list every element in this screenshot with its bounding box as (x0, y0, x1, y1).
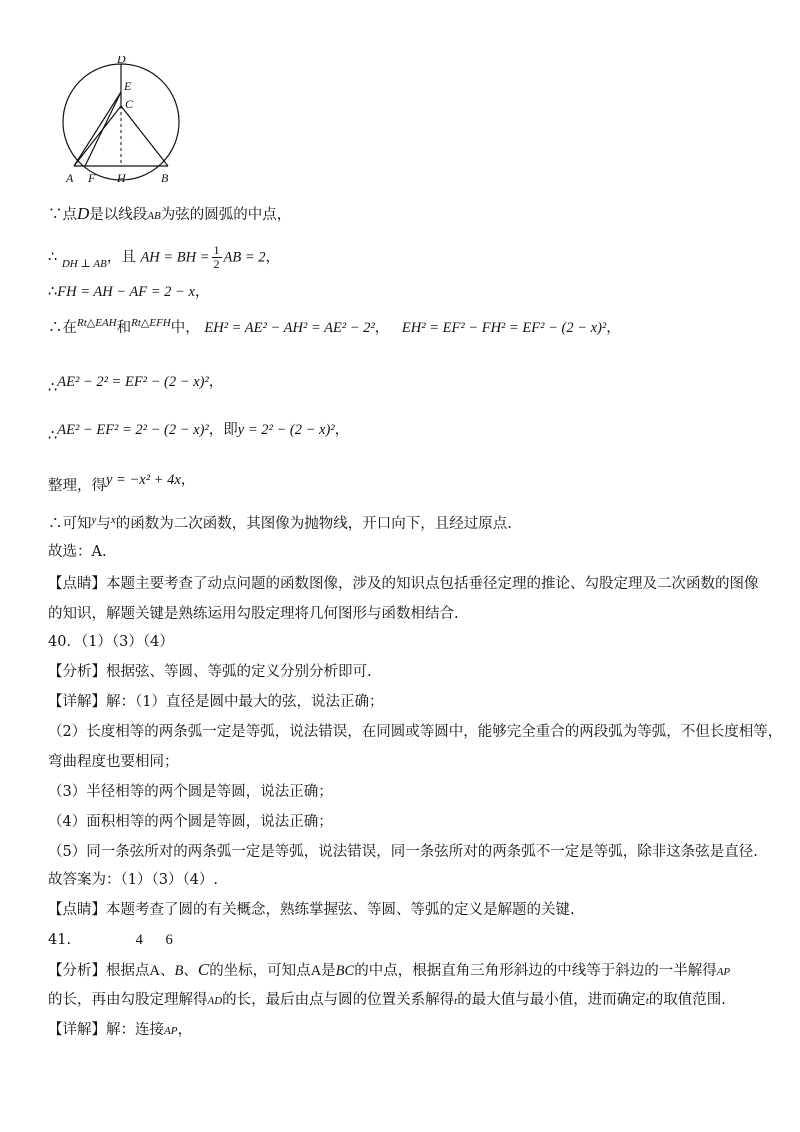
line-21: 【点睛】本题考查了圆的有关概念，熟练掌握弦、等圆、等弧的定义是解题的关键. (48, 902, 575, 918)
math: y = 2² − (2 − x)² (237, 422, 335, 438)
text: 【分析】根据点 (48, 963, 150, 979)
segment-ae (74, 92, 121, 166)
text: 的函数为二次函数，其图像为抛物线，开口向下，且经过原点. (115, 516, 512, 532)
text: ， (606, 320, 621, 336)
line-10: 【点睛】本题主要考查了动点问题的函数图像，涉及的知识点包括垂径定理的推论、勾股定理及二次函数的图像 (48, 576, 759, 592)
line-15: （2）长度相等的两条弧一定是等弧，说法错误，在同圆或等圆中，能够完全重合的两段弧为等弧，不但长度相等， (48, 724, 783, 740)
text: 整理，得 (48, 478, 106, 494)
line-23 (48, 960, 760, 982)
text: ∴ (48, 284, 58, 300)
line-6 (48, 420, 760, 444)
text: ， (208, 374, 224, 390)
line-2 (48, 244, 760, 271)
text: 是 (321, 963, 336, 979)
label-b: B (161, 171, 169, 185)
line-25 (48, 1020, 760, 1041)
text: ， (374, 320, 390, 336)
line-7 (48, 470, 760, 494)
math: EH² = EF² − FH² = EF² − (2 − x)² (401, 320, 607, 336)
text: 的取值范围. (648, 992, 726, 1008)
line-11: 的知识，解题关键是熟练运用勾股定理将几何图形与函数相结合. (48, 606, 459, 622)
text: ∴在 (48, 320, 77, 336)
line-22 (48, 930, 760, 950)
math: AE² − EF² = 2² − (2 − x)² (57, 422, 209, 438)
text: ∴ (48, 428, 58, 444)
text: ∴ (48, 249, 58, 266)
text: 的长，最后由点与圆的位置关系解得 (222, 992, 455, 1008)
label-c: C (125, 97, 134, 111)
text: ， (194, 284, 210, 300)
text: 的中点，根据直角三角形斜边的中线等于斜边的一半解得 (354, 963, 717, 979)
math: B (174, 963, 184, 979)
math: FH = AH − AF = 2 − x (57, 284, 195, 300)
math: y (91, 514, 97, 526)
text: 是以线段 (89, 207, 148, 223)
math: A (149, 963, 160, 979)
line-17: （3）半径相等的两个圆是等圆，说法正确； (48, 784, 333, 800)
line-9: 故选：A. (48, 544, 107, 560)
math: AE² − 2² = EF² − (2 − x)² (57, 374, 209, 390)
math: x (110, 514, 116, 526)
segment-ac (74, 106, 121, 166)
text: 【详解】解：连接 (48, 1022, 164, 1038)
line-12: 40．（1）（3）（4） (48, 634, 174, 650)
text: 与 (96, 516, 111, 532)
text: 的最大值与最小值，进而确定 (457, 992, 646, 1008)
line-24 (48, 990, 760, 1011)
label-a: A (66, 171, 74, 185)
math: BC (335, 963, 355, 979)
text: 为弦的圆弧的中点， (160, 207, 292, 223)
answer-lower-bound: 4 (135, 932, 143, 948)
line-5 (48, 372, 760, 396)
math: AP (716, 966, 731, 978)
math: y = −x² + 4x (106, 472, 181, 488)
math: t (454, 995, 458, 1007)
line-8 (48, 514, 760, 535)
math: AP (164, 1025, 178, 1037)
text: ∴ (48, 380, 58, 396)
text: 、 (183, 963, 198, 979)
line-14: 【详解】解：（1）直径是圆中最大的弦，说法正确； (48, 694, 384, 710)
fraction-denominator: 2 (213, 257, 220, 271)
text: 的坐标，可知点 (209, 963, 311, 979)
text: ， (177, 1022, 192, 1038)
math: DH ⊥ AB (61, 257, 107, 270)
line-16: 弯曲程度也要相同； (48, 754, 179, 770)
text: ， (265, 249, 281, 266)
text: ， (334, 422, 350, 438)
math: AB = 2 (223, 249, 266, 266)
segment-bc (121, 106, 168, 166)
label-f: F (88, 171, 96, 185)
math: t (645, 995, 649, 1007)
text: ∴可知 (48, 516, 92, 532)
math: Rt△EAH (77, 317, 117, 329)
text: ， (180, 472, 196, 488)
answer-upper-bound: 6 (165, 932, 173, 948)
circle-geometry-figure (58, 56, 193, 186)
math: A (310, 963, 322, 979)
line-19: （5）同一条弦所对的两条弧一定是等弧，说法错误，同一条弦所对的两条弧不一定是等弧，除非这条弦是直径. (48, 844, 758, 860)
text: ，且 (106, 249, 136, 266)
math: AH = BH = (140, 249, 210, 266)
text: 中， (170, 320, 200, 336)
text: ∵点 (48, 207, 77, 223)
math: Rt△EFH (131, 317, 171, 329)
math: C (197, 960, 210, 979)
label-h: H (117, 171, 126, 185)
math: D (77, 204, 90, 223)
segment-fe (85, 92, 121, 166)
fraction-numerator: 1 (213, 243, 220, 257)
line-13: 【分析】根据弦、等圆、等弧的定义分别分析即可. (48, 664, 372, 680)
line-18: （4）面积相等的两个圆是等圆，说法正确； (48, 814, 333, 830)
math: AD (207, 995, 223, 1007)
text: 的长，再由勾股定理解得 (48, 992, 208, 1008)
text: 、 (159, 963, 175, 979)
label-d: D (117, 56, 126, 66)
math: AB (147, 210, 161, 222)
line-3 (48, 282, 760, 302)
question-number: 41. (48, 932, 72, 948)
text: ，即 (208, 422, 238, 438)
fraction-one-half (212, 244, 222, 271)
line-1 (48, 204, 760, 226)
line-4 (48, 318, 760, 339)
label-e: E (124, 79, 132, 93)
text: 和 (116, 320, 132, 336)
line-20: 故答案为：（1）（3）（4）. (48, 872, 219, 888)
math: EH² = AE² − AH² = AE² − 2² (204, 320, 375, 336)
